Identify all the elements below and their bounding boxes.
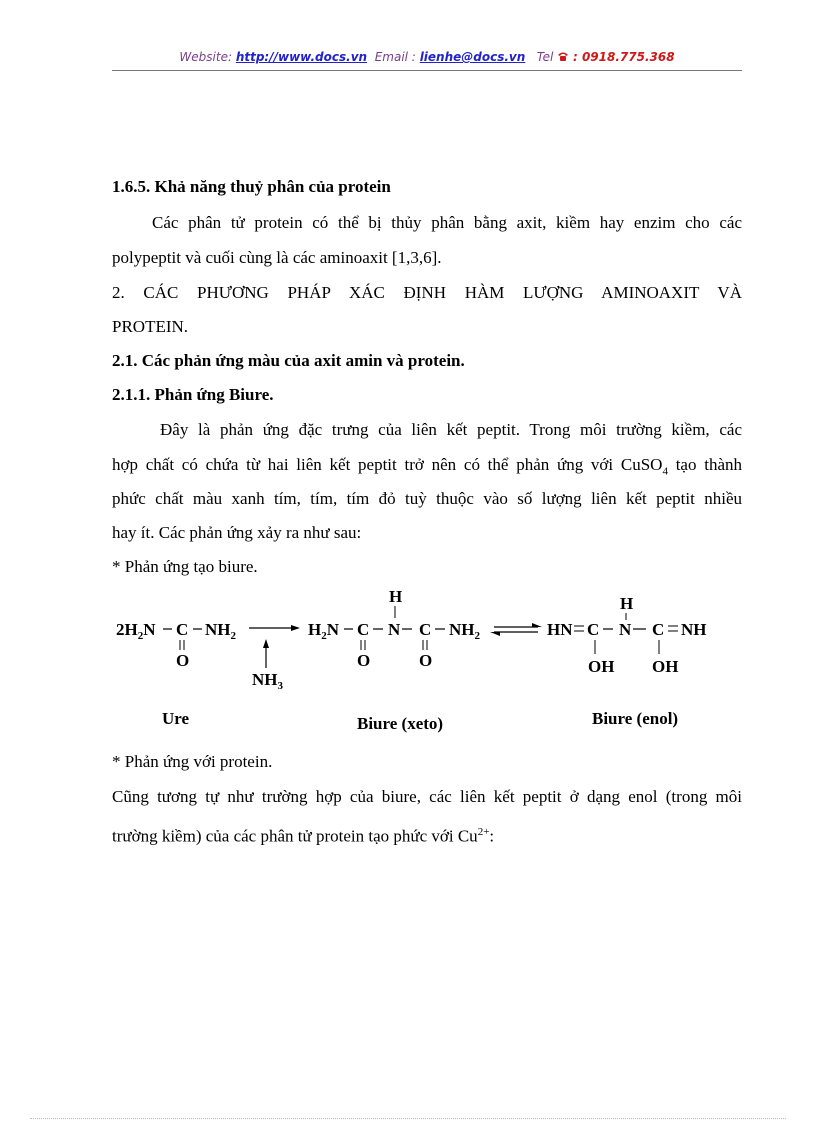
byproduct-arrow-head — [263, 639, 269, 648]
enol-hn: HN — [547, 620, 573, 639]
heading-2-1-1: 2.1.1. Phản ứng Biure. — [112, 385, 274, 404]
reaction-svg — [112, 588, 742, 738]
subscript: 4 — [662, 465, 668, 478]
equilibrium-head-back — [490, 632, 500, 636]
heading-2-1: 2.1. Các phản ứng màu của axit amin và protein. — [112, 351, 465, 370]
paragraph-line: Cũng tương tự như trường hợp của biure, các liên kết peptit ở dạng enol (trong môi — [112, 787, 742, 806]
enol-carbon-2: C — [652, 620, 665, 639]
keto-h2n: $H_2N$ — [308, 620, 340, 642]
bullet-biure-formation: * Phản ứng tạo biure. — [112, 557, 258, 576]
paragraph-line: hay ít. Các phản ứng xảy ra như sau: — [112, 523, 362, 542]
footer-divider — [30, 1118, 786, 1119]
enol-hydroxyl-1: OH — [588, 657, 615, 676]
website-link[interactable]: http://www.docs.vn — [235, 50, 368, 64]
keto-nitrogen: N — [388, 620, 401, 639]
urea-rhs: $NH_2$ — [205, 620, 236, 642]
ammonia-label: $NH_3$ — [252, 670, 283, 692]
paragraph-line — [112, 822, 494, 847]
header-divider — [112, 70, 742, 71]
enol-nh: NH — [681, 620, 707, 639]
paragraph-line — [112, 455, 742, 481]
page-header — [112, 50, 742, 64]
equilibrium-head-forward — [532, 623, 542, 627]
section-title-line: PROTEIN. — [112, 317, 189, 336]
label-biure-enol: Biure (enol) — [592, 709, 679, 728]
email-label: Email : — [374, 50, 416, 64]
label-ure: Ure — [162, 709, 190, 728]
keto-carbon-1: C — [357, 620, 370, 639]
paragraph-line: Đây là phản ứng đặc trưng của liên kết peptit. Trong môi trường kiềm, các — [160, 420, 742, 439]
enol-nitrogen: N — [619, 620, 632, 639]
phone-icon — [557, 51, 569, 62]
keto-carbon-2: C — [419, 620, 432, 639]
urea-carbon: C — [176, 620, 189, 639]
paragraph-text: : — [489, 826, 495, 846]
paragraph-text: trường kiềm) của các phân tử protein tạo phức với Cu — [112, 826, 478, 846]
bullet-protein-reaction: * Phản ứng với protein. — [112, 752, 273, 771]
tel-label: Tel — [536, 50, 554, 64]
paragraph-line: phức chất màu xanh tím, tím, tím đỏ tuỳ thuộc vào số lượng liên kết peptit nhiều — [112, 489, 742, 508]
paragraph-line: Các phân tử protein có thể bị thủy phân bằng axit, kiềm hay enzim cho các — [152, 213, 742, 232]
enol-hydroxyl-2: OH — [652, 657, 679, 676]
superscript: 2+ — [477, 826, 490, 838]
enol-carbon-1: C — [587, 620, 600, 639]
paragraph-line: polypeptit và cuối cùng là các aminoaxit [1,3,6]. — [112, 248, 442, 267]
email-link[interactable]: lienhe@docs.vn — [419, 50, 526, 64]
paragraph-text: tạo thành — [667, 455, 742, 474]
enol-hydrogen: H — [620, 594, 634, 613]
keto-oxygen-2: O — [419, 651, 433, 670]
urea-lhs: $2H_2N$ — [116, 620, 156, 642]
tel-number: : 0918.775.368 — [572, 50, 675, 64]
keto-oxygen-1: O — [357, 651, 371, 670]
biure-reaction-diagram — [112, 588, 742, 738]
urea-oxygen: O — [176, 651, 190, 670]
keto-nh2: $NH_2$ — [449, 620, 480, 642]
keto-hydrogen: H — [389, 588, 403, 606]
label-biure-keto: Biure (xeto) — [357, 714, 444, 733]
website-label: Website: — [179, 50, 232, 64]
paragraph-text: hợp chất có chứa từ hai liên kết peptit trở nên có thể phản ứng với CuSO — [112, 455, 663, 474]
reaction-arrow-head — [291, 625, 300, 631]
section-title-line: 2. CÁC PHƯƠNG PHÁP XÁC ĐỊNH HÀM LƯỢNG AMINOAXIT VÀ — [112, 283, 742, 302]
heading-1-6-5: 1.6.5. Khả năng thuỷ phân của protein — [112, 177, 391, 196]
